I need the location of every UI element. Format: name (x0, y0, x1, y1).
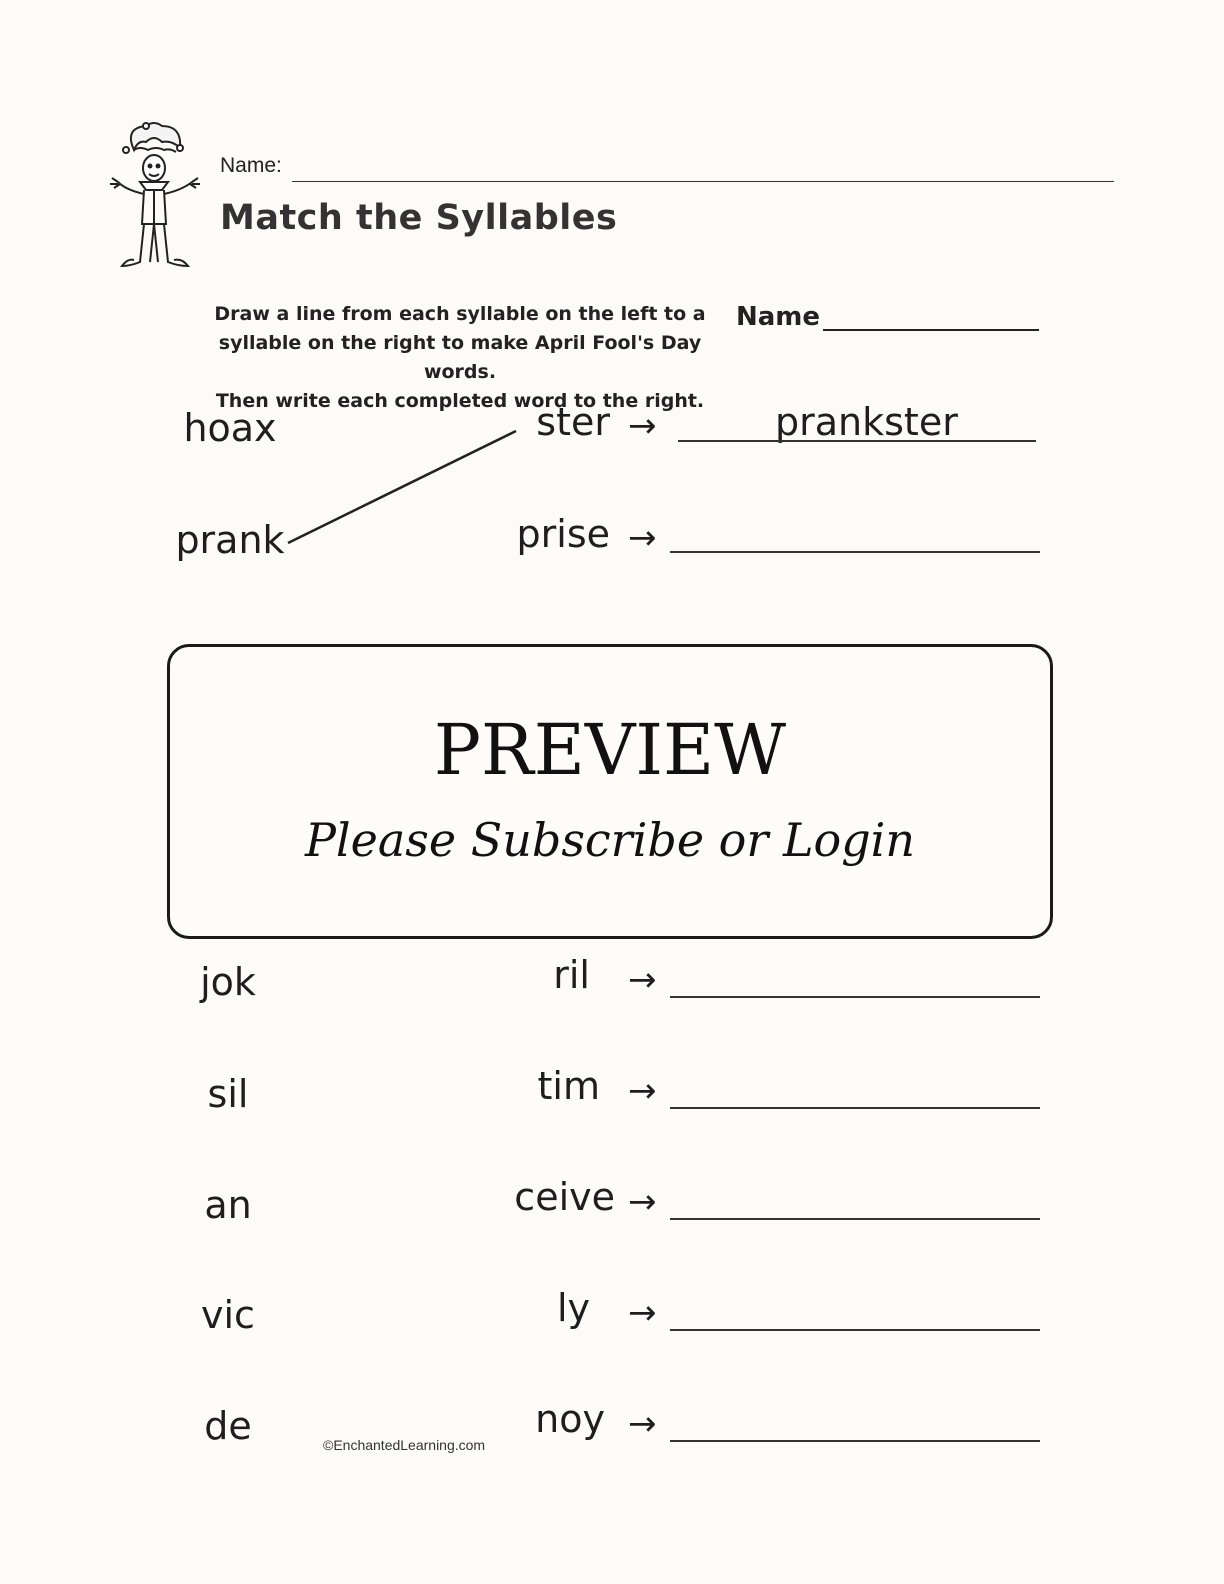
name-field[interactable] (292, 181, 1114, 182)
answer-text: prankster (775, 400, 958, 444)
answer-line[interactable] (678, 440, 1036, 442)
left-syllable[interactable]: prank (175, 518, 285, 562)
left-syllable[interactable]: vic (201, 1293, 255, 1337)
answer-line[interactable] (670, 996, 1040, 998)
right-syllable[interactable]: ly (556, 1286, 590, 1330)
answer-line[interactable] (670, 1107, 1040, 1109)
arrow-right-icon: → (628, 518, 657, 558)
right-syllable[interactable]: noy (535, 1397, 605, 1441)
right-syllable[interactable]: prise (516, 512, 610, 556)
answer-line[interactable] (670, 1440, 1040, 1442)
left-syllable[interactable]: de (204, 1404, 252, 1448)
right-syllable[interactable]: ril (553, 953, 590, 997)
instruction-line: Then write each completed word to the right. (215, 390, 705, 412)
right-syllable[interactable]: tim (537, 1064, 600, 1108)
right-syllable[interactable]: ster (536, 400, 610, 444)
jester-icon (104, 120, 208, 276)
preview-overlay[interactable] (167, 644, 1053, 939)
worksheet-name-field[interactable] (823, 329, 1039, 331)
right-syllable[interactable]: ceive (514, 1175, 615, 1219)
subscribe-login-link[interactable]: Please Subscribe or Login (304, 813, 916, 867)
left-syllable[interactable]: sil (207, 1072, 249, 1116)
arrow-right-icon: → (628, 1071, 657, 1111)
arrow-right-icon: → (628, 1293, 657, 1333)
instruction-line: syllable on the right to make April Fool's Day words. (218, 332, 702, 383)
left-syllable[interactable]: an (204, 1183, 252, 1227)
answer-line[interactable] (670, 551, 1040, 553)
arrow-right-icon: → (628, 1182, 657, 1222)
answer-line[interactable] (670, 1329, 1040, 1331)
preview-title: PREVIEW (433, 709, 787, 791)
arrow-right-icon: → (628, 1404, 657, 1444)
arrow-right-icon: → (628, 406, 657, 446)
arrow-right-icon: → (628, 960, 657, 1000)
left-syllable[interactable]: hoax (183, 406, 277, 450)
left-syllable[interactable]: jok (200, 960, 256, 1004)
copyright: ©EnchantedLearning.com (323, 1437, 486, 1453)
name-label: Name: (220, 154, 282, 177)
page-title: Match the Syllables (220, 198, 618, 238)
instruction-line: Draw a line from each syllable on the left to a (214, 303, 706, 325)
instructions (180, 300, 740, 416)
answer-line[interactable] (670, 1218, 1040, 1220)
match-line (280, 425, 522, 549)
worksheet-name-label: Name (736, 302, 821, 332)
